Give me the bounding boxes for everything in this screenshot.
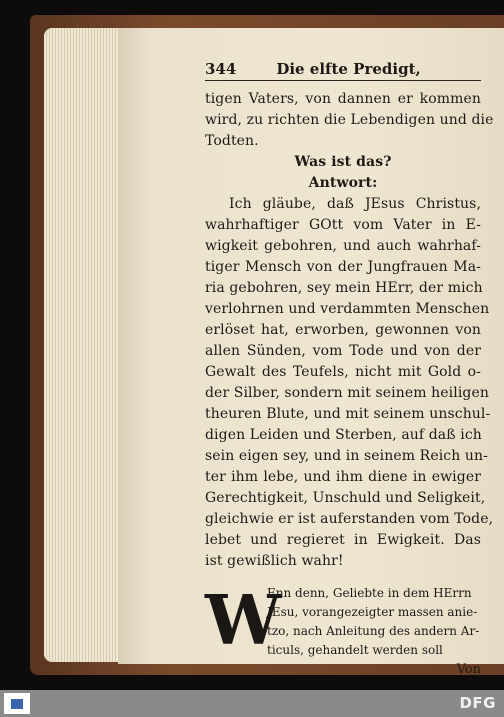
dfg-logo: DFG: [459, 694, 496, 712]
text-line: sein eigen sey, und in seinem Reich un-: [205, 448, 488, 464]
text-line: lebet und regieret in Ewigkeit. Das: [205, 532, 481, 548]
text-line: gleichwie er ist auferstanden vom Tode,: [205, 511, 494, 527]
text-line: der Silber, sondern mit seinem heiligen: [205, 385, 489, 401]
text-line: allen Sünden, vom Tode und von der: [205, 343, 481, 359]
text-line: theuren Blute, und mit seinem unschul-: [205, 406, 491, 422]
text-line: tigen Vaters, von dannen er kommen: [205, 91, 481, 107]
text-line: Ich gläube, daß JEsus Christus,: [229, 196, 481, 212]
text-line: verlohrnen und verdammten Menschen: [205, 301, 490, 317]
running-header: [205, 60, 481, 81]
text-line: Todten.: [205, 133, 259, 149]
text-line: erlöset hat, erworben, gewonnen von: [205, 322, 481, 338]
viewer-footer: [0, 690, 504, 717]
body-text: [205, 89, 494, 152]
text-line: ter ihm lebe, und ihm diene in ewiger: [205, 469, 481, 485]
dropcap-letter: W: [205, 581, 282, 661]
catchword: Von: [456, 662, 481, 677]
text-line: Gewalt des Teufels, nicht mit Gold o-: [205, 364, 481, 380]
text-line: wird, zu richten die Lebendigen und die: [205, 112, 494, 128]
page-number: 344: [205, 60, 237, 78]
answer-text: [205, 194, 494, 572]
text-line: wahrhaftiger GOtt vom Vater in E-: [205, 217, 481, 233]
text-line: ria gebohren, sey mein HErr, der mich: [205, 280, 483, 296]
question-heading: Was ist das?: [294, 154, 392, 170]
text-line: tzo, nach Anleitung des andern Ar-: [267, 624, 480, 638]
text-line: ticuls, gehandelt werden soll: [267, 643, 443, 657]
text-line: JEsu, vorangezeigter massen anie-: [267, 605, 478, 619]
text-line: ist gewißlich wahr!: [205, 553, 344, 569]
answer-label: Antwort:: [308, 175, 378, 191]
text-line: Gerechtigkeit, Unschuld und Seligkeit,: [205, 490, 486, 506]
running-title: Die elfte Predigt,: [276, 60, 421, 78]
text-line: tiger Mensch von der Jungfrauen Ma-: [205, 259, 481, 275]
page-edges: [44, 28, 122, 662]
library-logo-icon[interactable]: [4, 693, 30, 714]
text-line: Enn denn, Geliebte in dem HErrn: [267, 586, 472, 600]
text-line: wigkeit gebohren, und auch wahrhaf-: [205, 238, 481, 254]
page-text: [205, 60, 494, 680]
text-line: digen Leiden und Sterben, auf daß ich: [205, 427, 482, 443]
logo-mark-icon: [11, 699, 23, 709]
dropcap-paragraph: [205, 581, 481, 661]
